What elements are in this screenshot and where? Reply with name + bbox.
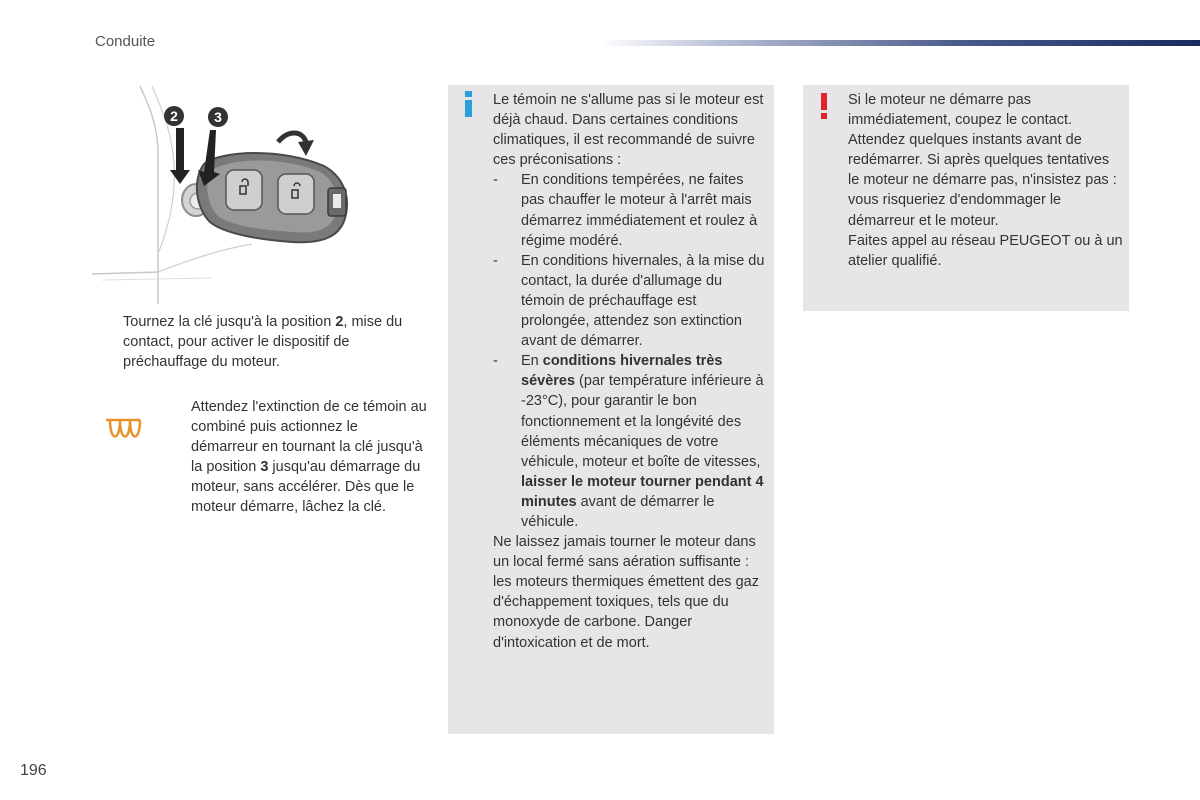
instruction-text-2: Attendez l'extinction de ce témoin au combiné puis actionnez le démarreur en tournant la clé jusqu'à la position 3 jusqu'au démarrage du moteur, sans accélérer. Dès que le moteur démarre, lâchez la clé. (191, 399, 427, 515)
info-intro: Le témoin ne s'allume pas si le moteur est déjà chaud. Dans certaines conditions climatiques, il est recommandé de suivre ces préconisations : (493, 92, 764, 169)
warning-icon (819, 93, 829, 119)
instruction-text-1: Tournez la clé jusqu'à la position 2, mise du contact, pour activer le dispositif de préchauffage du moteur. (123, 314, 403, 370)
instruction-step-2 (165, 397, 427, 517)
info-closing: Ne laissez jamais tourner le moteur dans un local fermé sans aération suffisante : les moteurs thermiques émettent des gaz d'échappement toxiques, tels que du monoxyde de carbone. Danger d'intoxication et de mort. (493, 534, 759, 651)
info-item-1: - En conditions tempérées, ne faites pas chauffer le moteur à l'arrêt mais démarrez immédiatement et roulez à régime modéré. (493, 172, 758, 249)
info-icon (464, 91, 474, 119)
key-ignition-figure (92, 84, 360, 304)
warning-para-2: Faites appel au réseau PEUGEOT ou à un atelier qualifié. (848, 232, 1123, 269)
info-item-2: - En conditions hivernales, à la mise du contact, la durée d'allumage du témoin de préchauffage est prolongée, attendez son extinction avant de démarrer. (493, 252, 765, 350)
page-number: 196 (20, 762, 47, 779)
warning-box-text (848, 90, 1124, 271)
callout-3: 3 (214, 109, 222, 125)
info-box (448, 85, 774, 734)
warning-box (803, 85, 1129, 311)
key-fob-illustration (92, 84, 360, 304)
info-box-text (493, 90, 769, 653)
instruction-step-1 (96, 312, 416, 372)
info-item-3: - En conditions hivernales très sévères (par température inférieure à -23°C), pour garantir le bon fonctionnement et la longévité des éléments mécaniques de votre véhicule, moteur et boîte de vitesses, laisser le moteur tourner pendant 4 minutes avant de démarrer le véhicule. (493, 353, 764, 530)
warning-para-1: Si le moteur ne démarre pas immédiatement, coupez le contact. Attendez quelques instants avant de redémarrer. Si après quelques tentatives le moteur ne démarre pas, n'insistez pas : vous risqueriez d'endommager le démarreur et le moteur. (848, 92, 1117, 229)
header-gradient-bar (600, 40, 1200, 46)
callout-2: 2 (170, 108, 178, 124)
section-title: Conduite (95, 33, 156, 50)
glow-plug-warning-icon (104, 416, 144, 442)
